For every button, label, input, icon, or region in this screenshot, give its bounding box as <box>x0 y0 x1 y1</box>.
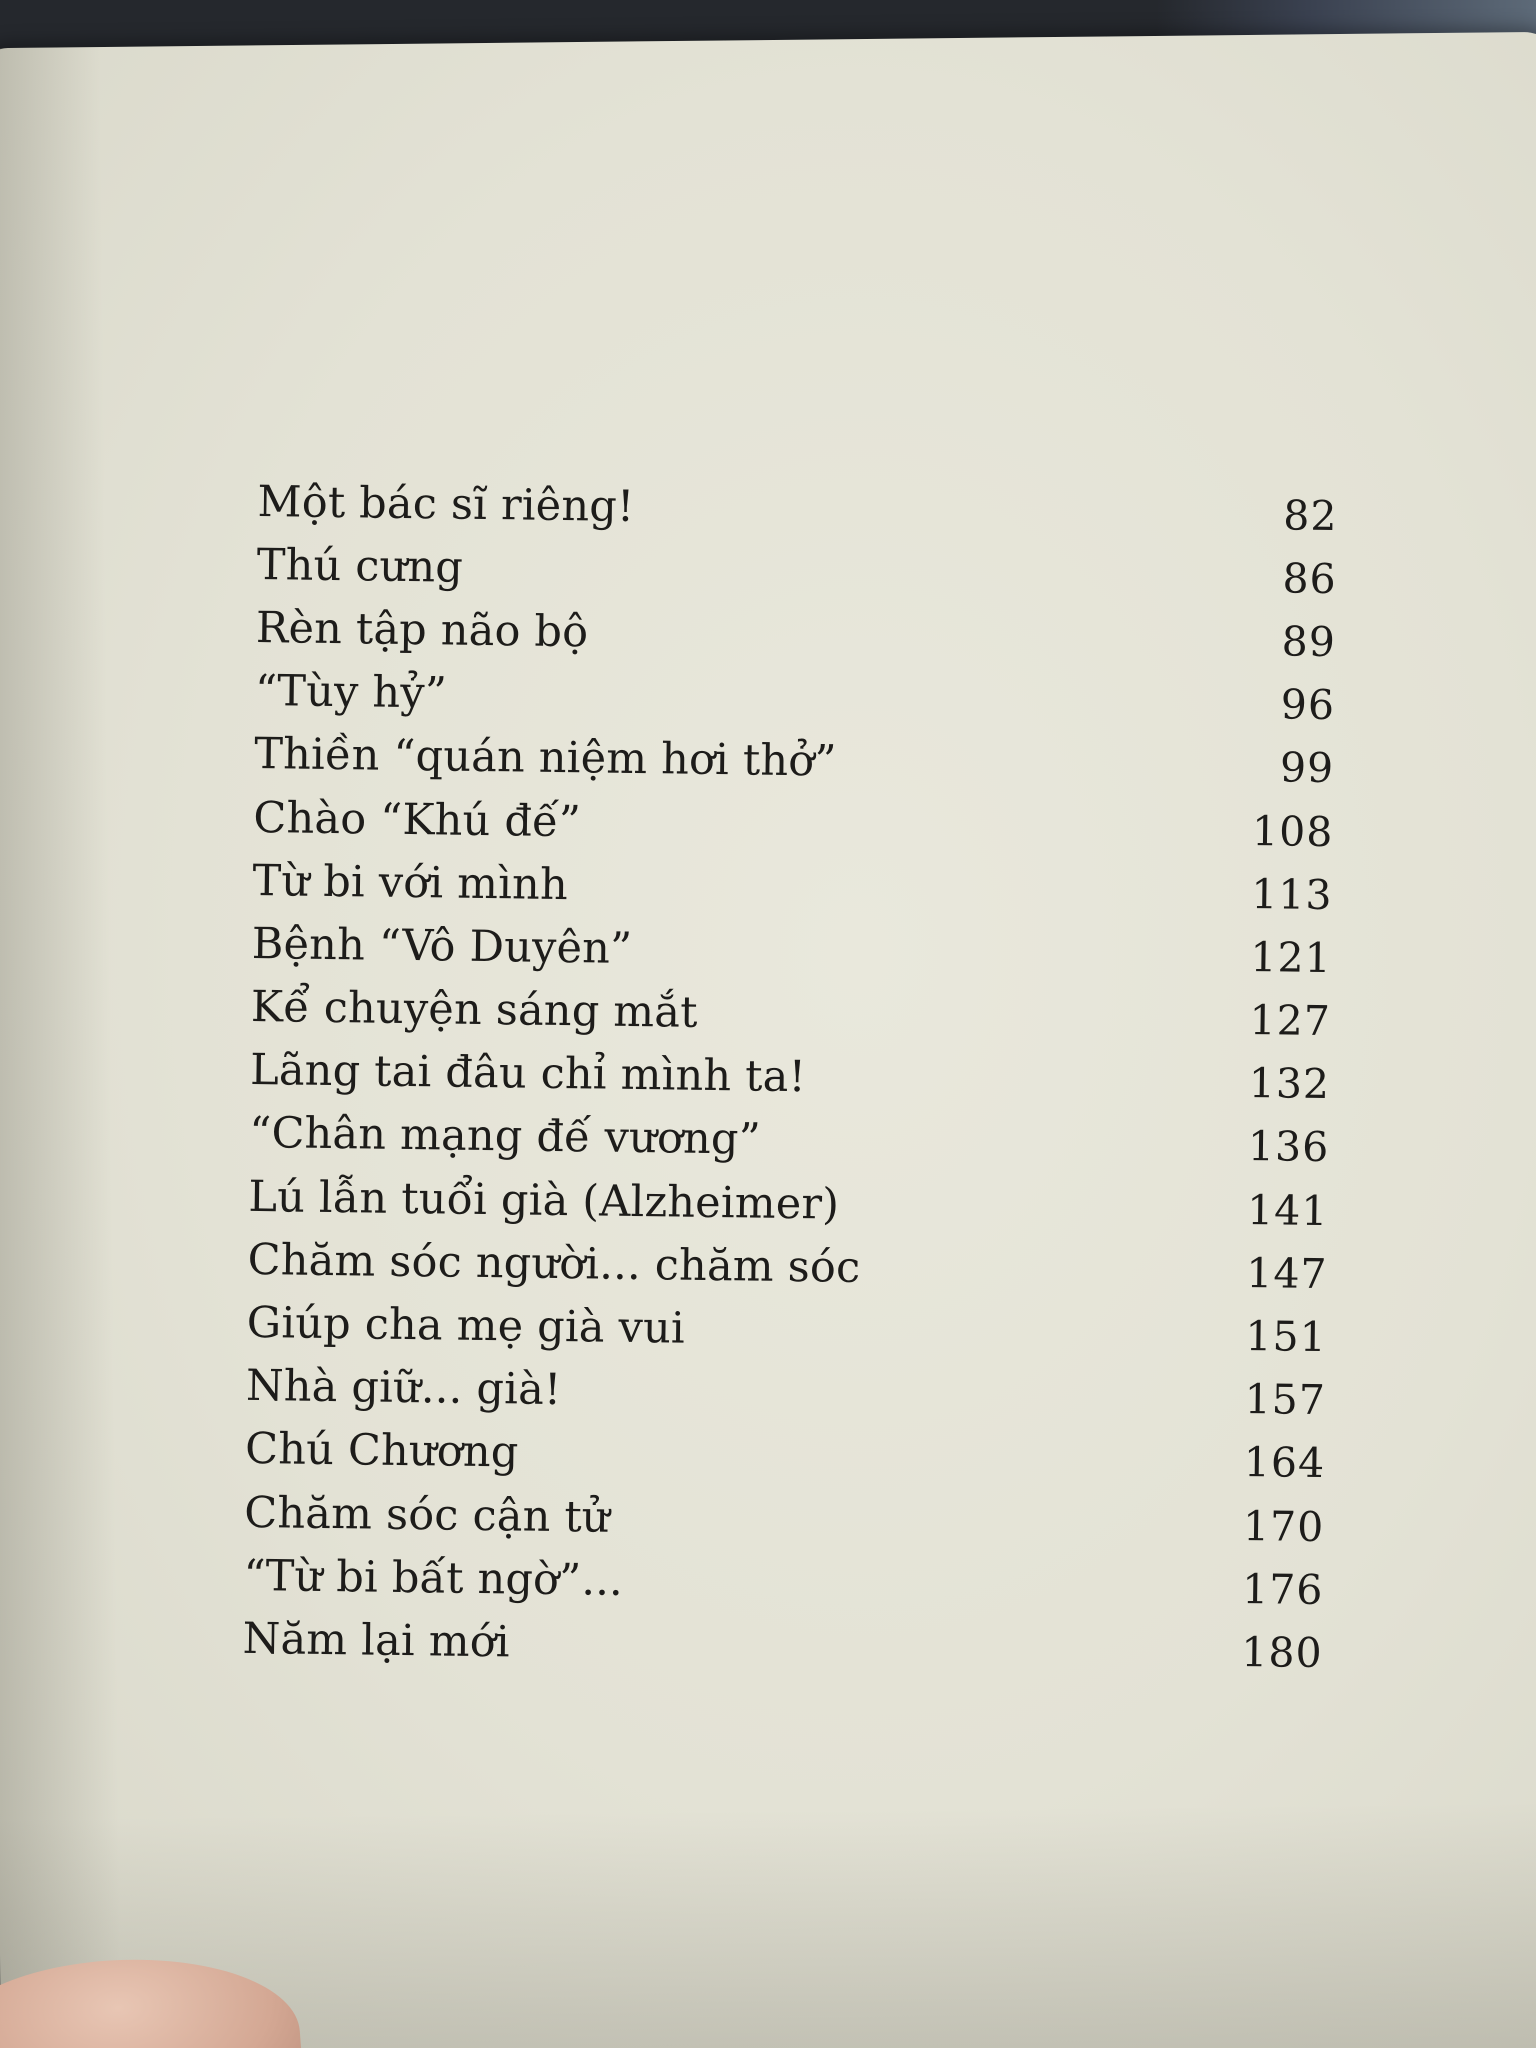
toc-entry-title: Bệnh “Vô Duyên” <box>251 918 633 974</box>
toc-entry-page: 89 <box>1281 617 1337 667</box>
toc-entry-page: 108 <box>1251 806 1334 856</box>
toc-entry-page: 82 <box>1283 491 1338 540</box>
toc-entry-title: “Từ bi bất ngờ”... <box>243 1550 624 1606</box>
toc-entry-title: Năm lại mới <box>242 1613 511 1668</box>
toc-entry-title: Thiền “quán niệm hơi thở” <box>253 729 837 787</box>
toc-entry-title: Giúp cha mẹ già vui <box>246 1297 686 1354</box>
toc-entry-title: Kể chuyện sáng mắt <box>250 982 698 1038</box>
toc-entry-page: 96 <box>1280 680 1336 730</box>
table-of-contents <box>242 470 1338 1685</box>
toc-entry-title: “Tùy hỷ” <box>254 666 448 719</box>
toc-entry-page: 113 <box>1250 869 1333 919</box>
toc-entry-page: 136 <box>1247 1122 1330 1172</box>
toc-entry-page: 157 <box>1244 1375 1327 1425</box>
toc-entry-title: Chăm sóc cận tử <box>244 1487 611 1543</box>
toc-entry-title: Lãng tai đâu chỉ mình ta! <box>249 1045 807 1103</box>
page-gutter-shadow <box>0 47 121 2048</box>
toc-entry-page: 132 <box>1248 1059 1331 1109</box>
toc-entry-page: 141 <box>1246 1185 1329 1235</box>
toc-entry-title: Rèn tập não bộ <box>255 602 589 658</box>
toc-entry-page: 121 <box>1250 932 1333 983</box>
toc-entry-title: Chào “Khú đế” <box>253 792 582 847</box>
toc-entry-title: “Chân mạng đế vương” <box>248 1108 762 1166</box>
toc-entry-title: Lú lẫn tuổi già (Alzheimer) <box>248 1171 840 1230</box>
toc-entry-page: 127 <box>1249 996 1332 1046</box>
toc-entry-page: 176 <box>1241 1564 1324 1614</box>
toc-entry-title: Một bác sĩ riêng! <box>257 476 635 532</box>
toc-entry-title: Nhà giữ... già! <box>245 1361 562 1416</box>
toc-entry-title: Chăm sóc người... chăm sóc <box>247 1234 861 1293</box>
toc-entry-page: 170 <box>1242 1501 1325 1551</box>
toc-entry-page: 147 <box>1245 1248 1328 1298</box>
toc-entry-page: 180 <box>1241 1627 1323 1678</box>
toc-entry-title: Từ bi với mình <box>252 855 569 910</box>
toc-entry-title: Chú Chương <box>244 1424 519 1478</box>
toc-entry-page: 151 <box>1245 1312 1328 1362</box>
toc-entry-page: 99 <box>1279 743 1335 793</box>
toc-entry-title: Thú cưng <box>256 539 464 593</box>
toc-entry-page: 164 <box>1243 1438 1326 1488</box>
toc-entry-page: 86 <box>1282 554 1337 603</box>
